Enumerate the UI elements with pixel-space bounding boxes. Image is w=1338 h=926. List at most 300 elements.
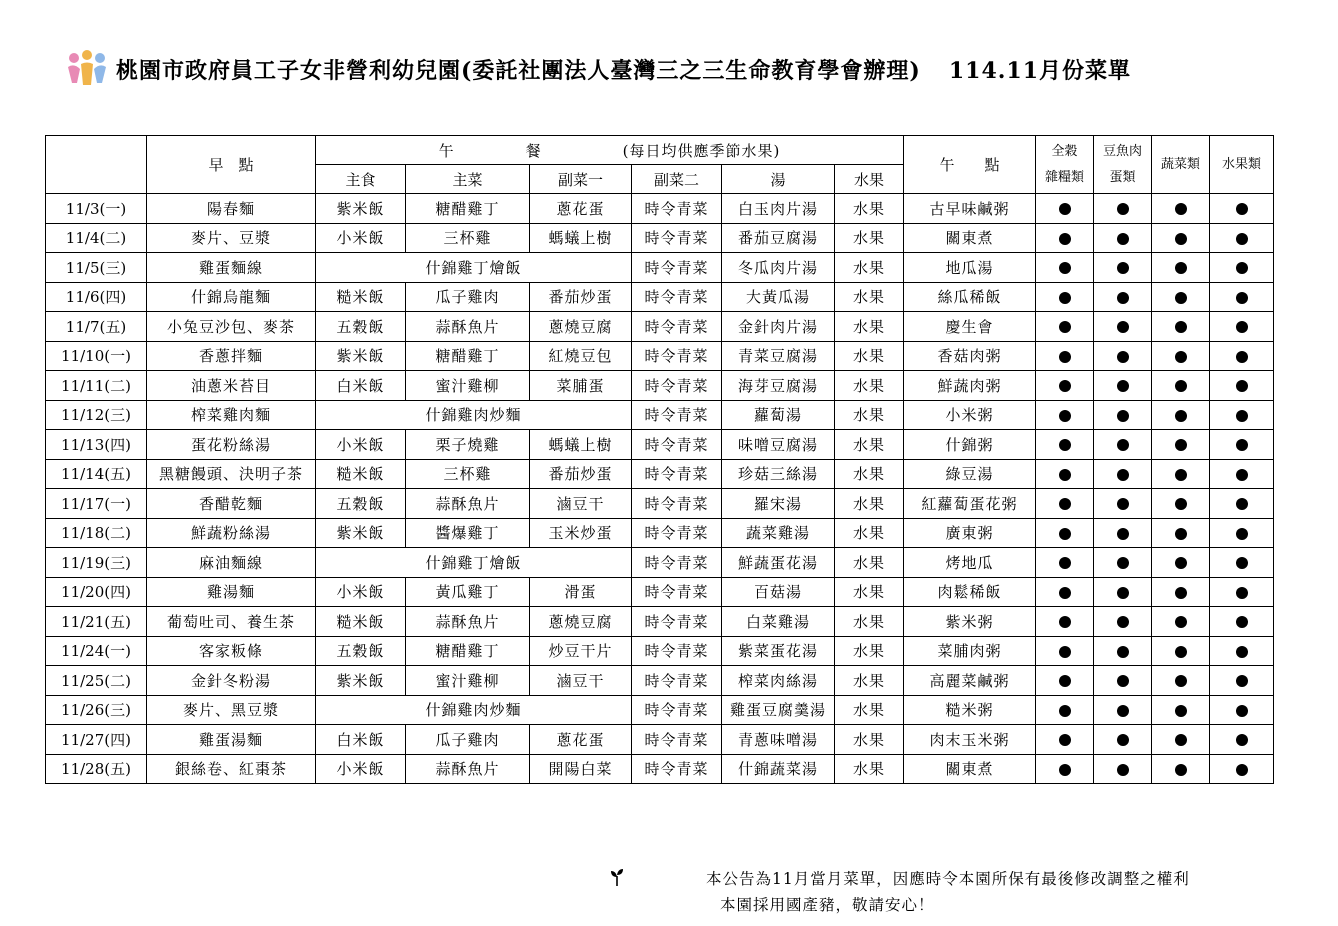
date-cell: 11/10(一) [46, 341, 147, 371]
filled-circle-icon [1117, 321, 1129, 333]
main-dish-cell: 蒜酥魚片 [406, 312, 530, 342]
filled-circle-icon [1175, 646, 1187, 658]
breakfast-cell: 陽春麵 [147, 194, 316, 224]
filled-circle-icon [1236, 262, 1248, 274]
fruit-category-dot-cell [1210, 577, 1274, 607]
table-row [46, 607, 1274, 637]
grain-header [1036, 136, 1094, 194]
filled-circle-icon [1236, 587, 1248, 599]
staple-cell: 五穀飯 [316, 489, 406, 519]
fruit-category-dot-cell [1210, 725, 1274, 755]
main-dish-cell: 瓜子雞肉 [406, 282, 530, 312]
side-dish2-cell: 時令青菜 [632, 518, 722, 548]
staple-cell: 糙米飯 [316, 459, 406, 489]
protein-dot-cell [1094, 312, 1152, 342]
side-dish2-cell: 時令青菜 [632, 489, 722, 519]
soup-cell: 羅宋湯 [722, 489, 835, 519]
side-dish2-cell: 時令青菜 [632, 607, 722, 637]
fruit-category-dot-cell [1210, 400, 1274, 430]
breakfast-cell: 什錦烏龍麵 [147, 282, 316, 312]
fruit-category-header: 水果類 [1210, 136, 1274, 194]
staple-cell: 五穀飯 [316, 636, 406, 666]
protein-header [1094, 136, 1152, 194]
date-cell: 11/5(三) [46, 253, 147, 283]
protein-dot-cell [1094, 459, 1152, 489]
filled-circle-icon [1236, 646, 1248, 658]
filled-circle-icon [1059, 616, 1071, 628]
filled-circle-icon [1059, 528, 1071, 540]
filled-circle-icon [1236, 203, 1248, 215]
filled-circle-icon [1236, 557, 1248, 569]
date-cell: 11/18(二) [46, 518, 147, 548]
protein-dot-cell [1094, 341, 1152, 371]
filled-circle-icon [1059, 469, 1071, 481]
fruit-category-dot-cell [1210, 223, 1274, 253]
filled-circle-icon [1117, 528, 1129, 540]
date-cell: 11/27(四) [46, 725, 147, 755]
fruit-cell: 水果 [835, 282, 904, 312]
date-cell: 11/12(三) [46, 400, 147, 430]
soup-cell: 金針肉片湯 [722, 312, 835, 342]
vegetable-dot-cell [1152, 282, 1210, 312]
protein-dot-cell [1094, 548, 1152, 578]
side-dish2-header: 副菜二 [632, 165, 722, 194]
side-dish1-header: 副菜一 [530, 165, 632, 194]
protein-dot-cell [1094, 430, 1152, 460]
table-row [46, 459, 1274, 489]
filled-circle-icon [1175, 705, 1187, 717]
vegetable-dot-cell [1152, 725, 1210, 755]
side-dish2-cell: 時令青菜 [632, 548, 722, 578]
breakfast-cell: 麥片、黑豆漿 [147, 695, 316, 725]
snack-cell: 絲瓜稀飯 [904, 282, 1036, 312]
staple-cell: 小米飯 [316, 223, 406, 253]
table-row [46, 577, 1274, 607]
filled-circle-icon [1059, 557, 1071, 569]
table-row [46, 194, 1274, 224]
breakfast-cell: 榨菜雞肉麵 [147, 400, 316, 430]
table-row [46, 400, 1274, 430]
soup-cell: 紫菜蛋花湯 [722, 636, 835, 666]
filled-circle-icon [1117, 734, 1129, 746]
breakfast-cell: 蛋花粉絲湯 [147, 430, 316, 460]
combined-lunch-cell: 什錦雞丁燴飯 [316, 253, 632, 283]
side-dish1-cell: 蔥燒豆腐 [530, 312, 632, 342]
filled-circle-icon [1175, 557, 1187, 569]
grain-header-line1: 全穀 [1051, 143, 1078, 159]
main-dish-cell: 蒜酥魚片 [406, 489, 530, 519]
protein-dot-cell [1094, 577, 1152, 607]
lunch-header [316, 136, 904, 165]
filled-circle-icon [1175, 410, 1187, 422]
snack-cell: 綠豆湯 [904, 459, 1036, 489]
main-dish-cell: 蜜汁雞柳 [406, 666, 530, 696]
vegetable-dot-cell [1152, 459, 1210, 489]
side-dish2-cell: 時令青菜 [632, 695, 722, 725]
main-dish-cell: 瓜子雞肉 [406, 725, 530, 755]
filled-circle-icon [1175, 675, 1187, 687]
main-dish-cell: 栗子燒雞 [406, 430, 530, 460]
table-row [46, 754, 1274, 784]
fruit-header: 水果 [835, 165, 904, 194]
breakfast-cell: 小兔豆沙包、麥茶 [147, 312, 316, 342]
side-dish2-cell: 時令青菜 [632, 223, 722, 253]
main-dish-cell: 糖醋雞丁 [406, 194, 530, 224]
staple-header: 主食 [316, 165, 406, 194]
filled-circle-icon [1117, 705, 1129, 717]
filled-circle-icon [1236, 528, 1248, 540]
vegetable-dot-cell [1152, 312, 1210, 342]
filled-circle-icon [1175, 203, 1187, 215]
side-dish1-cell: 蔥花蛋 [530, 725, 632, 755]
snack-cell: 古早味鹹粥 [904, 194, 1036, 224]
snack-cell: 什錦粥 [904, 430, 1036, 460]
staple-cell: 小米飯 [316, 754, 406, 784]
combined-lunch-cell: 什錦雞丁燴飯 [316, 548, 632, 578]
filled-circle-icon [1059, 646, 1071, 658]
vegetable-dot-cell [1152, 430, 1210, 460]
side-dish1-cell: 滷豆干 [530, 666, 632, 696]
table-row [46, 518, 1274, 548]
filled-circle-icon [1236, 439, 1248, 451]
breakfast-cell: 雞蛋湯麵 [147, 725, 316, 755]
table-row [46, 341, 1274, 371]
side-dish1-cell: 螞蟻上樹 [530, 430, 632, 460]
filled-circle-icon [1117, 557, 1129, 569]
fruit-cell: 水果 [835, 489, 904, 519]
filled-circle-icon [1175, 351, 1187, 363]
protein-header-line1: 豆魚肉 [1102, 143, 1142, 159]
breakfast-cell: 鮮蔬粉絲湯 [147, 518, 316, 548]
side-dish1-cell: 番茄炒蛋 [530, 282, 632, 312]
soup-cell: 海芽豆腐湯 [722, 371, 835, 401]
snack-cell: 香菇肉粥 [904, 341, 1036, 371]
page-title [116, 54, 1131, 85]
soup-header: 湯 [722, 165, 835, 194]
soup-cell: 榨菜肉絲湯 [722, 666, 835, 696]
filled-circle-icon [1236, 292, 1248, 304]
soup-cell: 珍菇三絲湯 [722, 459, 835, 489]
soup-cell: 百菇湯 [722, 577, 835, 607]
protein-dot-cell [1094, 666, 1152, 696]
breakfast-cell: 雞湯麵 [147, 577, 316, 607]
date-cell: 11/19(三) [46, 548, 147, 578]
fruit-category-dot-cell [1210, 666, 1274, 696]
breakfast-cell: 黑糖饅頭、決明子茶 [147, 459, 316, 489]
table-row [46, 695, 1274, 725]
grain-dot-cell [1036, 489, 1094, 519]
date-cell: 11/17(一) [46, 489, 147, 519]
grain-dot-cell [1036, 282, 1094, 312]
side-dish2-cell: 時令青菜 [632, 400, 722, 430]
main-dish-cell: 糖醋雞丁 [406, 636, 530, 666]
breakfast-cell: 香醋乾麵 [147, 489, 316, 519]
breakfast-cell: 金針冬粉湯 [147, 666, 316, 696]
filled-circle-icon [1059, 764, 1071, 776]
fruit-category-dot-cell [1210, 312, 1274, 342]
filled-circle-icon [1236, 498, 1248, 510]
filled-circle-icon [1117, 646, 1129, 658]
fruit-cell: 水果 [835, 636, 904, 666]
date-cell: 11/28(五) [46, 754, 147, 784]
filled-circle-icon [1117, 616, 1129, 628]
staple-cell: 紫米飯 [316, 194, 406, 224]
filled-circle-icon [1117, 764, 1129, 776]
side-dish1-cell: 蔥花蛋 [530, 194, 632, 224]
fruit-category-dot-cell [1210, 489, 1274, 519]
fruit-cell: 水果 [835, 548, 904, 578]
breakfast-cell: 葡萄吐司、養生茶 [147, 607, 316, 637]
breakfast-cell: 銀絲卷、紅棗茶 [147, 754, 316, 784]
breakfast-cell: 雞蛋麵線 [147, 253, 316, 283]
filled-circle-icon [1059, 734, 1071, 746]
combined-lunch-cell: 什錦雞肉炒麵 [316, 695, 632, 725]
grain-dot-cell [1036, 312, 1094, 342]
side-dish1-cell: 滷豆干 [530, 489, 632, 519]
soup-cell: 蔬菜雞湯 [722, 518, 835, 548]
menu-body [46, 194, 1274, 784]
breakfast-cell: 麻油麵線 [147, 548, 316, 578]
protein-dot-cell [1094, 194, 1152, 224]
fruit-category-dot-cell [1210, 371, 1274, 401]
date-cell: 11/26(三) [46, 695, 147, 725]
soup-cell: 青蔥味噌湯 [722, 725, 835, 755]
filled-circle-icon [1236, 734, 1248, 746]
grain-dot-cell [1036, 518, 1094, 548]
fruit-category-dot-cell [1210, 518, 1274, 548]
filled-circle-icon [1175, 616, 1187, 628]
filled-circle-icon [1236, 321, 1248, 333]
fruit-cell: 水果 [835, 400, 904, 430]
breakfast-cell: 麥片、豆漿 [147, 223, 316, 253]
snack-cell: 肉末玉米粥 [904, 725, 1036, 755]
snack-header: 午 點 [904, 136, 1036, 194]
filled-circle-icon [1175, 439, 1187, 451]
vegetable-dot-cell [1152, 548, 1210, 578]
filled-circle-icon [1236, 233, 1248, 245]
grain-dot-cell [1036, 754, 1094, 784]
protein-dot-cell [1094, 371, 1152, 401]
fruit-cell: 水果 [835, 518, 904, 548]
protein-dot-cell [1094, 636, 1152, 666]
filled-circle-icon [1117, 587, 1129, 599]
snack-cell: 菜脯肉粥 [904, 636, 1036, 666]
footer-line-2: 本園採用國產豬，敬請安心！ [720, 896, 935, 914]
filled-circle-icon [1059, 675, 1071, 687]
combined-lunch-cell: 什錦雞肉炒麵 [316, 400, 632, 430]
fruit-cell: 水果 [835, 253, 904, 283]
side-dish2-cell: 時令青菜 [632, 577, 722, 607]
table-row [46, 282, 1274, 312]
fruit-cell: 水果 [835, 666, 904, 696]
fruit-category-dot-cell [1210, 341, 1274, 371]
grain-dot-cell [1036, 253, 1094, 283]
menu-table [45, 135, 1274, 784]
table-row [46, 636, 1274, 666]
snack-cell: 肉鬆稀飯 [904, 577, 1036, 607]
protein-dot-cell [1094, 725, 1152, 755]
filled-circle-icon [1117, 675, 1129, 687]
filled-circle-icon [1059, 380, 1071, 392]
filled-circle-icon [1236, 616, 1248, 628]
filled-circle-icon [1059, 498, 1071, 510]
filled-circle-icon [1236, 351, 1248, 363]
side-dish1-cell: 紅燒豆包 [530, 341, 632, 371]
date-cell: 11/13(四) [46, 430, 147, 460]
date-cell: 11/24(一) [46, 636, 147, 666]
date-cell: 11/14(五) [46, 459, 147, 489]
vegetable-dot-cell [1152, 518, 1210, 548]
vegetable-dot-cell [1152, 666, 1210, 696]
staple-cell: 小米飯 [316, 430, 406, 460]
staple-cell: 白米飯 [316, 725, 406, 755]
date-cell: 11/20(四) [46, 577, 147, 607]
filled-circle-icon [1236, 410, 1248, 422]
main-dish-cell: 黃瓜雞丁 [406, 577, 530, 607]
fruit-cell: 水果 [835, 194, 904, 224]
snack-cell: 烤地瓜 [904, 548, 1036, 578]
soup-cell: 雞蛋豆腐羹湯 [722, 695, 835, 725]
date-cell: 11/4(二) [46, 223, 147, 253]
grain-dot-cell [1036, 194, 1094, 224]
filled-circle-icon [1117, 292, 1129, 304]
soup-cell: 青菜豆腐湯 [722, 341, 835, 371]
vegetable-dot-cell [1152, 194, 1210, 224]
filled-circle-icon [1117, 439, 1129, 451]
snack-cell: 關東煮 [904, 754, 1036, 784]
main-dish-cell: 三杯雞 [406, 459, 530, 489]
filled-circle-icon [1236, 469, 1248, 481]
grain-dot-cell [1036, 607, 1094, 637]
date-cell: 11/25(二) [46, 666, 147, 696]
side-dish1-cell: 玉米炒蛋 [530, 518, 632, 548]
main-dish-cell: 三杯雞 [406, 223, 530, 253]
lunch-header-label-2: 餐 [525, 141, 543, 160]
breakfast-cell: 客家粄條 [147, 636, 316, 666]
protein-dot-cell [1094, 695, 1152, 725]
breakfast-cell: 油蔥米苔目 [147, 371, 316, 401]
side-dish1-cell: 番茄炒蛋 [530, 459, 632, 489]
filled-circle-icon [1059, 321, 1071, 333]
fruit-category-dot-cell [1210, 636, 1274, 666]
soup-cell: 番茄豆腐湯 [722, 223, 835, 253]
filled-circle-icon [1117, 380, 1129, 392]
fruit-category-dot-cell [1210, 459, 1274, 489]
date-cell: 11/7(五) [46, 312, 147, 342]
fruit-cell: 水果 [835, 754, 904, 784]
soup-cell: 冬瓜肉片湯 [722, 253, 835, 283]
grain-dot-cell [1036, 459, 1094, 489]
side-dish1-cell: 蔥燒豆腐 [530, 607, 632, 637]
breakfast-cell: 香蔥拌麵 [147, 341, 316, 371]
filled-circle-icon [1175, 734, 1187, 746]
lunch-note: (每日均供應季節水果) [622, 141, 781, 160]
filled-circle-icon [1059, 587, 1071, 599]
grain-dot-cell [1036, 548, 1094, 578]
side-dish2-cell: 時令青菜 [632, 253, 722, 283]
filled-circle-icon [1059, 705, 1071, 717]
filled-circle-icon [1117, 262, 1129, 274]
soup-cell: 味噌豆腐湯 [722, 430, 835, 460]
breakfast-header: 早 點 [147, 136, 316, 194]
side-dish1-cell: 炒豆干片 [530, 636, 632, 666]
protein-dot-cell [1094, 489, 1152, 519]
table-row [46, 371, 1274, 401]
side-dish1-cell: 螞蟻上樹 [530, 223, 632, 253]
fruit-cell: 水果 [835, 223, 904, 253]
vegetable-dot-cell [1152, 607, 1210, 637]
fruit-category-dot-cell [1210, 253, 1274, 283]
main-dish-cell: 蒜酥魚片 [406, 754, 530, 784]
snack-cell: 紫米粥 [904, 607, 1036, 637]
side-dish2-cell: 時令青菜 [632, 312, 722, 342]
side-dish2-cell: 時令青菜 [632, 430, 722, 460]
grain-dot-cell [1036, 223, 1094, 253]
soup-cell: 大黃瓜湯 [722, 282, 835, 312]
fruit-cell: 水果 [835, 725, 904, 755]
main-dish-cell: 糖醋雞丁 [406, 341, 530, 371]
filled-circle-icon [1236, 764, 1248, 776]
grain-dot-cell [1036, 636, 1094, 666]
vegetable-header: 蔬菜類 [1152, 136, 1210, 194]
filled-circle-icon [1059, 233, 1071, 245]
snack-cell: 高麗菜鹹粥 [904, 666, 1036, 696]
grain-dot-cell [1036, 666, 1094, 696]
table-row [46, 548, 1274, 578]
side-dish2-cell: 時令青菜 [632, 459, 722, 489]
side-dish2-cell: 時令青菜 [632, 725, 722, 755]
fruit-cell: 水果 [835, 695, 904, 725]
filled-circle-icon [1059, 292, 1071, 304]
filled-circle-icon [1059, 410, 1071, 422]
side-dish1-cell: 菜脯蛋 [530, 371, 632, 401]
fruit-category-dot-cell [1210, 430, 1274, 460]
filled-circle-icon [1117, 351, 1129, 363]
staple-cell: 五穀飯 [316, 312, 406, 342]
fruit-cell: 水果 [835, 341, 904, 371]
filled-circle-icon [1175, 469, 1187, 481]
staple-cell: 紫米飯 [316, 518, 406, 548]
grain-dot-cell [1036, 725, 1094, 755]
menu-month-label: 114.11月份菜單 [948, 57, 1132, 84]
filled-circle-icon [1175, 764, 1187, 776]
staple-cell: 紫米飯 [316, 341, 406, 371]
fruit-cell: 水果 [835, 312, 904, 342]
table-row [46, 666, 1274, 696]
main-dish-cell: 蒜酥魚片 [406, 607, 530, 637]
snack-cell: 廣東粥 [904, 518, 1036, 548]
filled-circle-icon [1175, 528, 1187, 540]
fruit-category-dot-cell [1210, 548, 1274, 578]
staple-cell: 糙米飯 [316, 607, 406, 637]
fruit-category-dot-cell [1210, 194, 1274, 224]
filled-circle-icon [1175, 380, 1187, 392]
table-row [46, 223, 1274, 253]
filled-circle-icon [1059, 439, 1071, 451]
filled-circle-icon [1175, 498, 1187, 510]
fruit-category-dot-cell [1210, 282, 1274, 312]
soup-cell: 白菜雞湯 [722, 607, 835, 637]
protein-dot-cell [1094, 400, 1152, 430]
date-cell: 11/11(二) [46, 371, 147, 401]
sprout-icon [610, 868, 624, 886]
protein-dot-cell [1094, 282, 1152, 312]
date-header [46, 136, 147, 194]
fruit-cell: 水果 [835, 371, 904, 401]
staple-cell: 糙米飯 [316, 282, 406, 312]
table-row [46, 312, 1274, 342]
vegetable-dot-cell [1152, 577, 1210, 607]
